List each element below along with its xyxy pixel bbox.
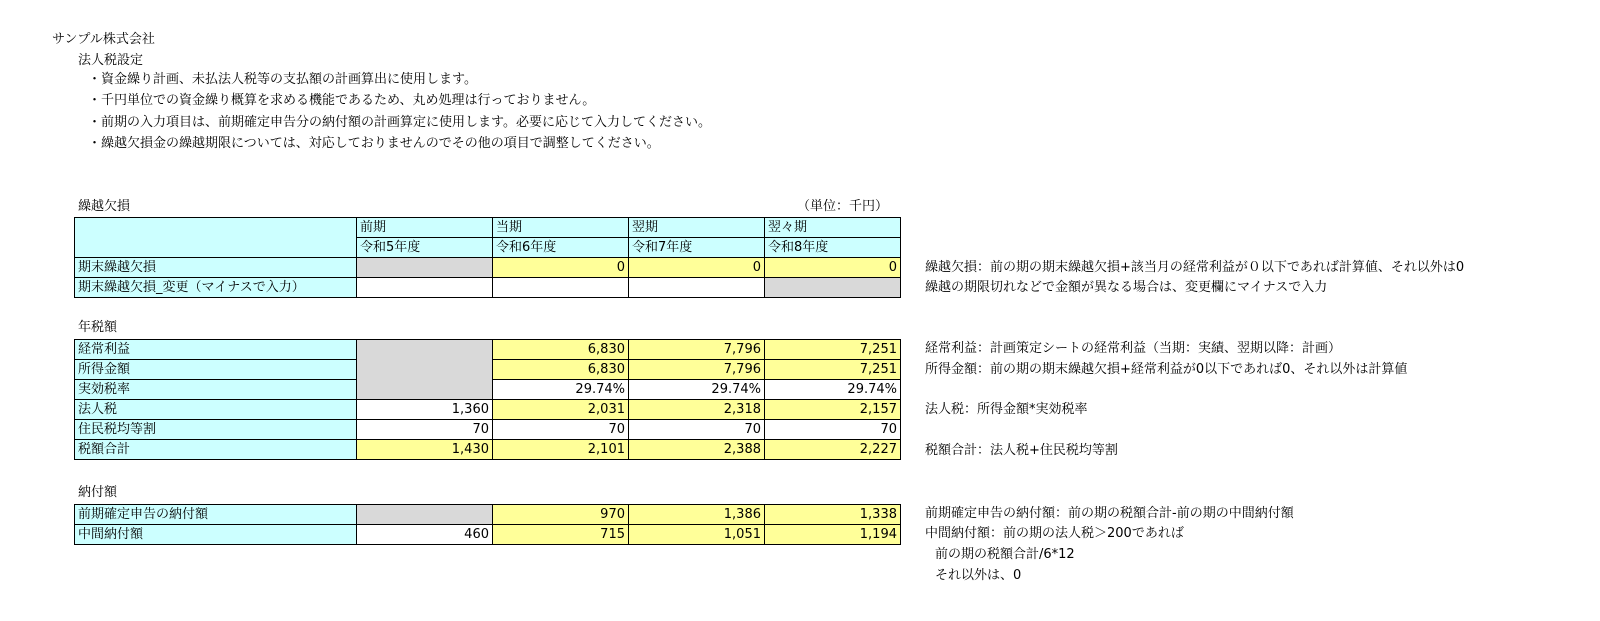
payment-table (74, 504, 901, 545)
value-cell[interactable]: 70 (357, 420, 493, 440)
row-label: 法人税 (75, 400, 357, 420)
value-cell[interactable]: 1,386 (629, 505, 765, 525)
section-title-loss: 繰越欠損 (78, 199, 131, 214)
column-era: 令和5年度 (357, 238, 493, 258)
row-label: 前期確定申告の納付額 (75, 505, 357, 525)
column-period: 翌期 (629, 218, 765, 238)
value-cell[interactable]: 6,830 (493, 340, 629, 360)
value-cell[interactable]: 2,157 (765, 400, 901, 420)
value-cell[interactable]: 1,430 (357, 440, 493, 460)
formula-note: 前の期の税額合計/6*12 (935, 547, 1075, 562)
table-row (75, 505, 901, 525)
section-title-payment: 納付額 (78, 485, 118, 500)
value-cell[interactable]: 0 (629, 258, 765, 278)
table-row (75, 420, 901, 440)
value-cell[interactable]: 7,251 (765, 340, 901, 360)
value-cell[interactable]: 6,830 (493, 360, 629, 380)
row-label: 住民税均等割 (75, 420, 357, 440)
table-row (75, 525, 901, 545)
tax-table (74, 339, 901, 460)
value-cell[interactable] (357, 278, 493, 298)
table-row (75, 440, 901, 460)
formula-note: 繰越の期限切れなどで金額が異なる場合は、変更欄にマイナスで入力 (925, 280, 1328, 295)
company-name: サンプル株式会社 (52, 32, 155, 47)
value-cell[interactable]: 1,360 (357, 400, 493, 420)
formula-note: それ以外は、0 (935, 568, 1022, 583)
row-label: 中間納付額 (75, 525, 357, 545)
note-line: ・千円単位での資金繰り概算を求める機能であるため、丸め処理は行っておりません。 (88, 93, 596, 108)
formula-note: 経常利益：計画策定シートの経常利益（当期：実績、翌期以降：計画） (925, 341, 1342, 356)
value-cell[interactable]: 70 (629, 420, 765, 440)
row-label: 税額合計 (75, 440, 357, 460)
value-cell[interactable]: 29.74% (629, 380, 765, 400)
column-period: 当期 (493, 218, 629, 238)
header-corner (75, 218, 357, 258)
page-title: 法人税設定 (78, 53, 144, 68)
column-period: 翌々期 (765, 218, 901, 238)
value-cell[interactable]: 0 (765, 258, 901, 278)
note-line: ・前期の入力項目は、前期確定申告分の納付額の計画算定に使用します。必要に応じて入力してください。 (88, 115, 711, 130)
value-cell[interactable]: 29.74% (765, 380, 901, 400)
loss-table (74, 217, 901, 298)
value-cell[interactable]: 7,796 (629, 360, 765, 380)
column-era: 令和7年度 (629, 238, 765, 258)
value-cell (357, 505, 493, 525)
value-cell[interactable]: 1,051 (629, 525, 765, 545)
row-label: 所得金額 (75, 360, 357, 380)
formula-note: 中間納付額：前の期の法人税＞200であれば (925, 526, 1184, 541)
value-cell (765, 278, 901, 298)
note-line: ・繰越欠損金の繰越期限については、対応しておりませんのでその他の項目で調整してください。 (88, 136, 660, 151)
formula-note: 法人税：所得金額*実効税率 (925, 402, 1088, 417)
table-row (75, 258, 901, 278)
value-cell[interactable]: 70 (493, 420, 629, 440)
formula-note: 前期確定申告の納付額：前の期の税額合計-前の期の中間納付額 (925, 506, 1294, 521)
value-cell[interactable]: 2,101 (493, 440, 629, 460)
value-cell[interactable]: 715 (493, 525, 629, 545)
value-cell[interactable]: 7,796 (629, 340, 765, 360)
row-label: 期末繰越欠損_変更（マイナスで入力） (75, 278, 357, 298)
value-cell[interactable]: 1,338 (765, 505, 901, 525)
column-period: 前期 (357, 218, 493, 238)
header-row (75, 218, 901, 238)
value-cell[interactable]: 29.74% (493, 380, 629, 400)
note-line: ・資金繰り計画、未払法人税等の支払額の計画算出に使用します。 (88, 72, 477, 87)
table-row (75, 278, 901, 298)
value-cell[interactable]: 2,318 (629, 400, 765, 420)
column-era: 令和6年度 (493, 238, 629, 258)
value-cell[interactable]: 1,194 (765, 525, 901, 545)
formula-note: 所得金額：前の期の期末繰越欠損+経常利益が0以下であれば0、それ以外は計算値 (925, 362, 1408, 377)
value-cell[interactable]: 7,251 (765, 360, 901, 380)
formula-note: 税額合計：法人税+住民税均等割 (925, 443, 1118, 458)
value-cell[interactable]: 2,031 (493, 400, 629, 420)
section-title-tax: 年税額 (78, 320, 118, 335)
value-cell[interactable]: 70 (765, 420, 901, 440)
table-row (75, 340, 901, 360)
row-label: 実効税率 (75, 380, 357, 400)
row-label: 期末繰越欠損 (75, 258, 357, 278)
value-cell[interactable] (629, 278, 765, 298)
value-cell[interactable]: 460 (357, 525, 493, 545)
column-era: 令和8年度 (765, 238, 901, 258)
row-label: 経常利益 (75, 340, 357, 360)
formula-note: 繰越欠損：前の期の期末繰越欠損+該当月の経常利益が０以下であれば計算値、それ以外は0 (925, 260, 1465, 275)
value-cell[interactable]: 2,227 (765, 440, 901, 460)
value-cell[interactable] (493, 278, 629, 298)
table-row (75, 400, 901, 420)
value-cell[interactable]: 970 (493, 505, 629, 525)
value-cell (357, 340, 493, 400)
value-cell[interactable]: 2,388 (629, 440, 765, 460)
value-cell[interactable]: 0 (493, 258, 629, 278)
unit-label: （単位：千円） (797, 199, 889, 214)
value-cell (357, 258, 493, 278)
